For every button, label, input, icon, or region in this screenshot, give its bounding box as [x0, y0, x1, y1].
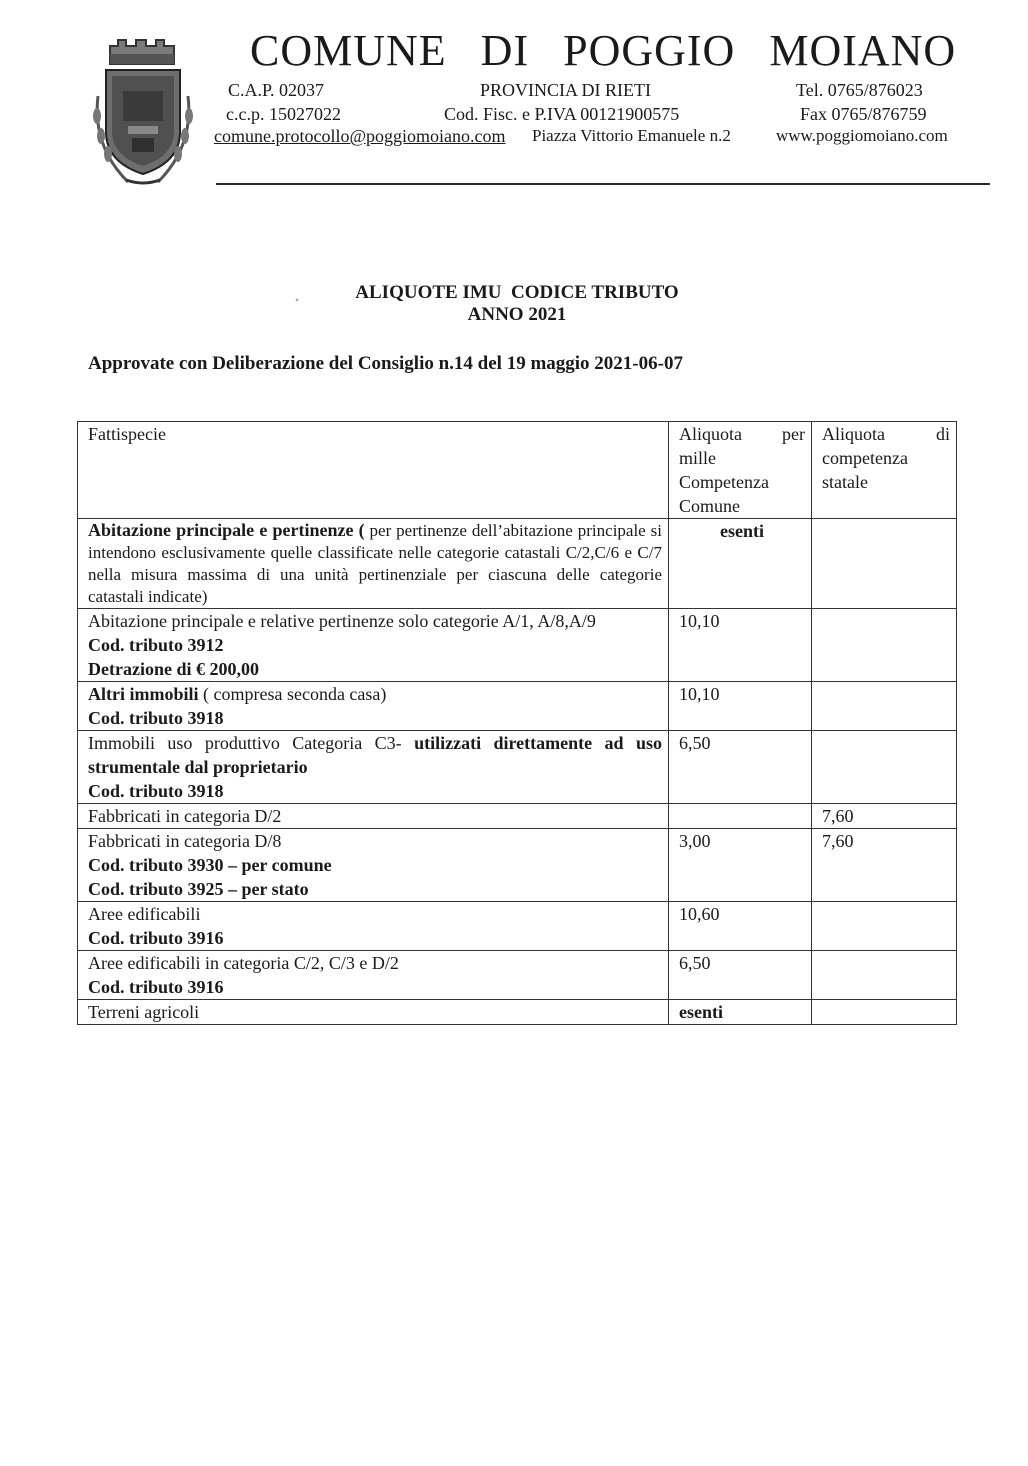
- row-desc-text: Aree edificabili: [88, 904, 201, 924]
- row-tax-code: Cod. tributo 3918: [88, 781, 224, 801]
- row-comune-rate: 6,50: [669, 731, 812, 804]
- row-description: [78, 829, 669, 902]
- row-statale-rate: [812, 731, 957, 804]
- header-fattispecie: Fattispecie: [78, 422, 669, 519]
- scan-mark: •: [295, 293, 300, 307]
- row-description: [78, 609, 669, 682]
- row-statale-rate: [812, 951, 957, 1000]
- row-statale-rate: [812, 682, 957, 731]
- row-desc-text: per pertinenze dell’abitazione principale si intendono esclusivamente quelle classificate nelle categorie catastali C/2,C/6 e C/7 nella misura massima di una unità pertinenziale per ciascuna delle categorie catastali indicate): [88, 521, 662, 606]
- row-description: [78, 519, 669, 609]
- row-description: Fabbricati in categoria D/2: [78, 804, 669, 829]
- province: PROVINCIA DI RIETI: [480, 80, 651, 100]
- row-statale-rate: [812, 519, 957, 609]
- row-description: Terreni agricoli: [78, 1000, 669, 1025]
- tax-code: Cod. Fisc. e P.IVA 00121900575: [444, 104, 680, 124]
- row-desc-text: Aree edificabili in categoria C/2, C/3 e D/2: [88, 953, 399, 973]
- email-link[interactable]: comune.protocollo@poggiomoiano.com: [214, 126, 506, 146]
- postal-code: C.A.P. 02037: [228, 80, 325, 100]
- row-desc-text: Abitazione principale e relative pertinenze solo categorie A/1, A/8,A/9: [88, 611, 596, 631]
- fax: Fax 0765/876759: [800, 104, 927, 124]
- municipality-title: COMUNE DI POGGIO MOIANO: [250, 26, 957, 75]
- row-comune-rate: [669, 804, 812, 829]
- rates-table: [77, 421, 957, 1025]
- row-deduction: Detrazione di € 200,00: [88, 659, 259, 679]
- row-comune-rate: 10,10: [669, 682, 812, 731]
- row-tax-code: Cod. tributo 3912: [88, 635, 224, 655]
- row-statale-rate: [812, 902, 957, 951]
- postal-account: c.c.p. 15027022: [226, 104, 341, 124]
- approval-note: Approvate con Deliberazione del Consiglio n.14 del 19 maggio 2021-06-07: [88, 353, 683, 374]
- table-row: [78, 609, 957, 682]
- table-row: [78, 682, 957, 731]
- row-comune-rate: 6,50: [669, 951, 812, 1000]
- table-row: [78, 902, 957, 951]
- row-statale-rate: 7,60: [812, 829, 957, 902]
- document-title-line2: ANNO 2021: [467, 304, 567, 325]
- coat-of-arms-icon: [88, 36, 198, 188]
- table-row: [78, 519, 957, 609]
- row-description: [78, 682, 669, 731]
- table-row: [78, 951, 957, 1000]
- table-row: [78, 804, 957, 829]
- document-title: [0, 282, 1028, 326]
- row-statale-rate: [812, 1000, 957, 1025]
- row-desc-text: ( compresa seconda casa): [198, 684, 387, 704]
- row-desc-text: Fabbricati in categoria D/8: [88, 831, 282, 851]
- telephone: Tel. 0765/876023: [796, 80, 923, 100]
- row-description: [78, 951, 669, 1000]
- row-statale-rate: 7,60: [812, 804, 957, 829]
- row-tax-code: Cod. tributo 3918: [88, 708, 224, 728]
- row-tax-code-2: Cod. tributo 3925 – per stato: [88, 879, 309, 899]
- row-statale-rate: [812, 609, 957, 682]
- website-link[interactable]: www.poggiomoiano.com: [776, 126, 948, 145]
- document-title-line1: ALIQUOTE IMU CODICE TRIBUTO: [355, 282, 679, 303]
- address: Piazza Vittorio Emanuele n.2: [532, 126, 731, 145]
- header-divider: [216, 183, 990, 185]
- row-bold-lead: Altri immobili: [88, 684, 199, 704]
- table-row: [78, 829, 957, 902]
- row-comune-rate: esenti: [669, 1000, 812, 1025]
- row-comune-rate: 3,00: [669, 829, 812, 902]
- row-tax-code: Cod. tributo 3916: [88, 977, 224, 997]
- row-bold-tail: utilizzati direttamente ad uso strumentale dal proprietario: [88, 733, 662, 777]
- row-tax-code: Cod. tributo 3916: [88, 928, 224, 948]
- header-aliquota-statale: Aliquota di competenza statale: [812, 422, 957, 519]
- table-row: [78, 1000, 957, 1025]
- table-header-row: [78, 422, 957, 519]
- row-comune-rate: 10,10: [669, 609, 812, 682]
- row-description: [78, 902, 669, 951]
- row-desc-text: Immobili uso produttivo Categoria C3-: [88, 733, 415, 753]
- table-row: [78, 731, 957, 804]
- row-tax-code: Cod. tributo 3930 – per comune: [88, 855, 332, 875]
- row-comune-rate: esenti: [669, 519, 812, 609]
- row-description: [78, 731, 669, 804]
- header-aliquota-comune: Aliquota per mille Competenza Comune: [669, 422, 812, 519]
- row-comune-rate: 10,60: [669, 902, 812, 951]
- row-bold-lead: Abitazione principale e pertinenze (: [88, 520, 365, 540]
